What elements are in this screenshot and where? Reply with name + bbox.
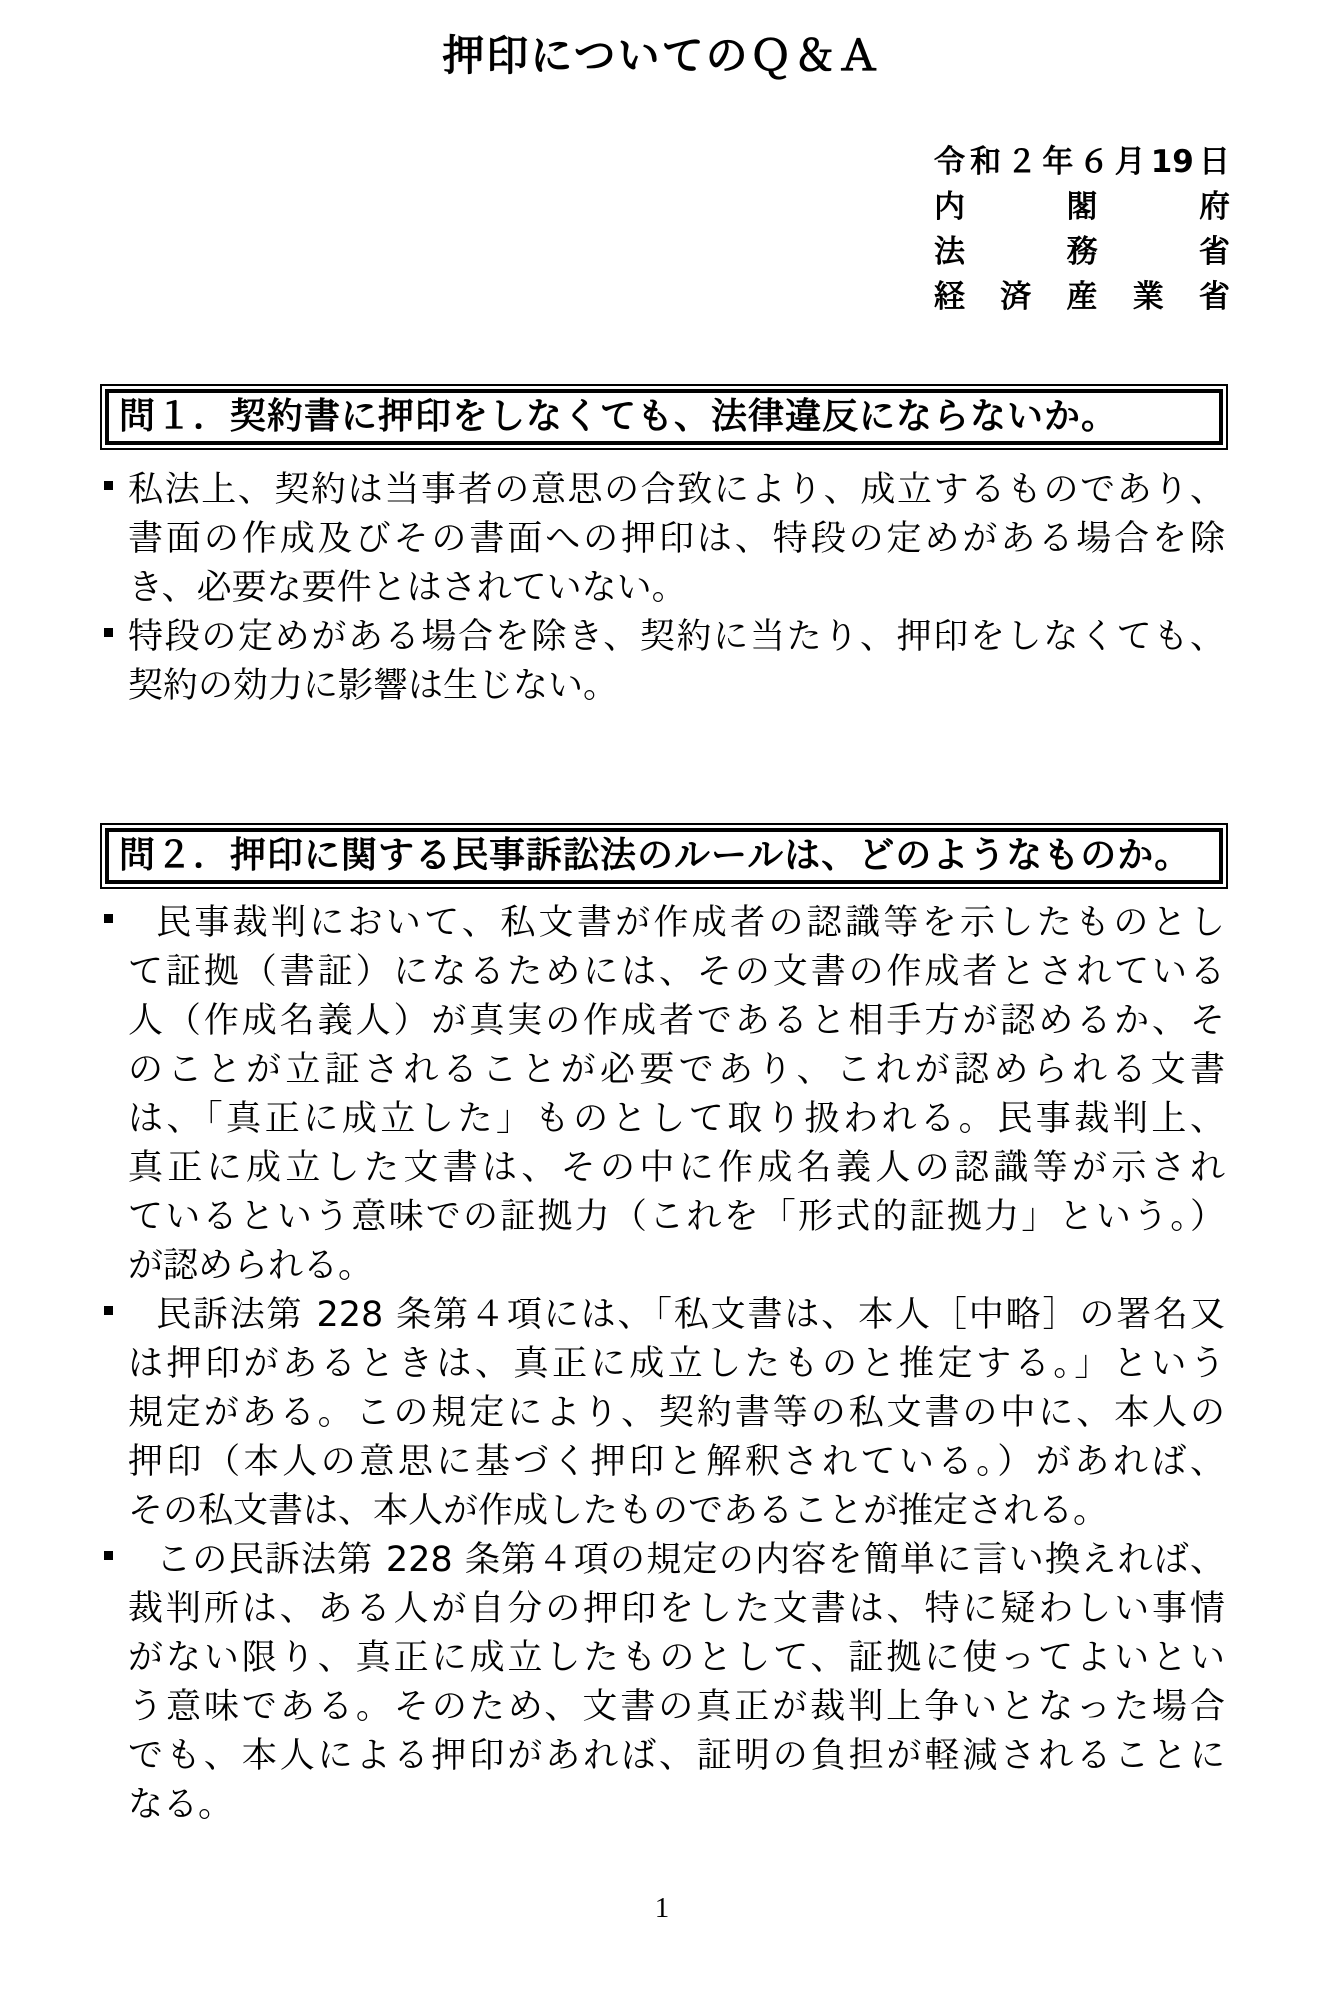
text-line: 人（作成名義人）が真実の作成者であると相手方が認めるか、そ	[128, 1001, 1225, 1041]
text-line: 書面の作成及びその書面への押印は、特段の定めがある場合を除	[128, 519, 1225, 559]
text-line: 特段の定めがある場合を除き、契約に当たり、押印をしなくても、	[128, 617, 1225, 657]
text-line: て証拠（書証）になるためには、その文書の作成者とされている	[128, 952, 1225, 992]
text-line: が認められる。	[128, 1246, 374, 1286]
question-2-box	[100, 823, 1228, 889]
bullet-item	[98, 613, 1225, 711]
org-char: 省	[1199, 279, 1230, 315]
question-2-answer-list	[98, 899, 1225, 1830]
organization-name	[934, 275, 1230, 320]
question-1-answer-list	[98, 466, 1225, 711]
question-1-box	[100, 384, 1228, 450]
org-char: 法	[934, 234, 965, 270]
text-line: 契約の効力に影響は生じない。	[128, 666, 619, 706]
text-line: は押印があるときは、真正に成立したものと推定する。」という	[128, 1344, 1225, 1384]
bullet-square-icon	[104, 628, 113, 637]
text-line: き、必要な要件とはされていない。	[128, 568, 687, 608]
text-line: 真正に成立した文書は、その中に作成名義人の認識等が示され	[128, 1148, 1225, 1188]
bullet-square-icon	[104, 481, 113, 490]
document-page	[0, 30, 1324, 2000]
text-line: ているという意味での証拠力（これを「形式的証拠力」という。）	[128, 1197, 1225, 1237]
organization-name	[934, 185, 1230, 230]
page-number: 1	[654, 1892, 670, 1924]
text-line: 規定がある。この規定により、契約書等の私文書の中に、本人の	[128, 1393, 1225, 1433]
organization-name	[934, 230, 1230, 275]
text-line: 民訴法第 228 条第４項には、「私文書は、本人［中略］の署名又	[156, 1295, 1225, 1335]
question-2-heading: 問２．押印に関する民事訴訟法のルールは、どのようなものか。	[105, 828, 1223, 884]
org-char: 済	[1000, 279, 1032, 315]
bullet-square-icon	[104, 1306, 113, 1315]
text-line: この民訴法第 228 条第４項の規定の内容を簡単に言い換えれば、	[156, 1540, 1225, 1580]
bullet-item	[98, 1291, 1225, 1536]
bullet-item	[98, 1536, 1225, 1830]
question-1-heading: 問１．契約書に押印をしなくても、法律違反にならないか。	[105, 389, 1223, 445]
header-block	[934, 140, 1230, 320]
text-line: その私文書は、本人が作成したものであることが推定される。	[128, 1491, 1109, 1531]
organization-list	[934, 185, 1230, 320]
page-title: 押印についてのＱ＆Ａ	[442, 31, 882, 80]
text-line: でも、本人による押印があれば、証明の負担が軽減されることに	[128, 1736, 1225, 1776]
org-char: 産	[1066, 279, 1098, 315]
text-line: 私法上、契約は当事者の意思の合致により、成立するものであり、	[128, 470, 1225, 510]
org-char: 経	[934, 279, 965, 315]
org-char: 務	[1066, 234, 1098, 270]
text-line: がない限り、真正に成立したものとして、証拠に使ってよいとい	[128, 1638, 1225, 1678]
bullet-square-icon	[104, 914, 113, 923]
text-line: 裁判所は、ある人が自分の押印をした文書は、特に疑わしい事情	[128, 1589, 1225, 1629]
org-char: 省	[1199, 234, 1230, 270]
bullet-item	[98, 466, 1225, 613]
text-line: のことが立証されることが必要であり、これが認められる文書	[128, 1050, 1225, 1090]
org-char: 内	[934, 189, 965, 225]
text-line: 民事裁判において、私文書が作成者の認識等を示したものとし	[156, 903, 1225, 943]
org-char: 府	[1199, 189, 1230, 225]
text-line: 押印（本人の意思に基づく押印と解釈されている。）があれば、	[128, 1442, 1225, 1482]
bullet-item	[98, 899, 1225, 1291]
org-char: 業	[1132, 279, 1164, 315]
bullet-square-icon	[104, 1551, 113, 1560]
text-line: は、「真正に成立した」ものとして取り扱われる。民事裁判上、	[128, 1099, 1225, 1139]
text-line: う意味である。そのため、文書の真正が裁判上争いとなった場合	[128, 1687, 1225, 1727]
org-char: 閣	[1066, 189, 1098, 225]
text-line: なる。	[128, 1785, 234, 1825]
document-date: 令和２年６月19日	[934, 144, 1230, 180]
